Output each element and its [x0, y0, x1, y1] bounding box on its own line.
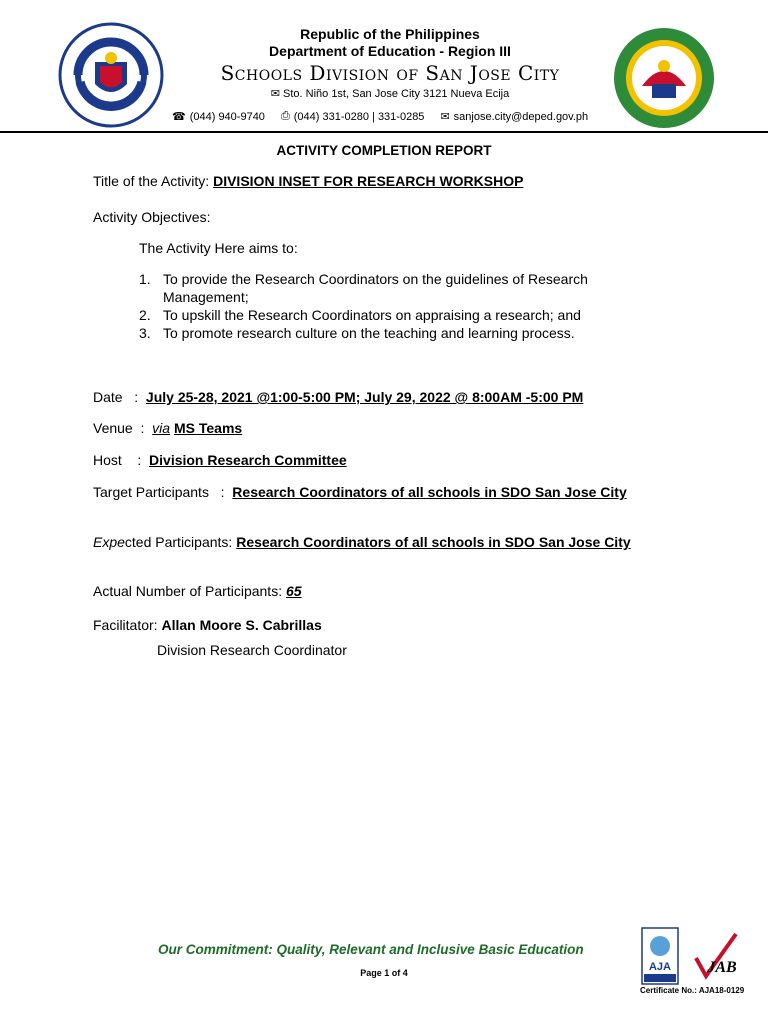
fax-number: (044) 331-0280 | 331-0285	[293, 110, 425, 123]
host-row: Host : Division Research Committee	[93, 452, 347, 468]
actual-row	[93, 582, 302, 600]
phone-contact	[172, 110, 265, 123]
sdo-seal-logo	[612, 26, 716, 130]
email-contact	[440, 110, 588, 123]
objectives-list	[139, 270, 649, 342]
division-name: Schools Division of San Jose City	[220, 61, 560, 85]
contact-line	[172, 110, 612, 123]
venue-value: MS Teams	[173, 420, 243, 436]
expected-label-italic: Expe	[93, 534, 125, 550]
target-label: Target Participants	[93, 484, 209, 500]
list-number: 2.	[139, 307, 151, 323]
phone-number: (044) 940-9740	[189, 110, 265, 123]
host-value: Division Research Committee	[149, 452, 347, 468]
venue-row: Venue : via MS Teams	[93, 420, 243, 436]
address-line	[160, 86, 620, 102]
list-text: To provide the Research Coordinators on the guidelines of Research Management;	[163, 271, 588, 305]
host-label: Host	[93, 452, 122, 468]
page-number: Page 1 of 4	[360, 968, 408, 978]
target-row: Target Participants : Research Coordinators of all schools in SDO San Jose City	[93, 484, 627, 500]
venue-label: Venue	[93, 420, 133, 436]
deped-seal-logo	[58, 22, 164, 128]
list-item	[139, 270, 649, 306]
expected-label: cted Participants:	[124, 534, 233, 550]
activity-title-label: Title of the Activity:	[93, 173, 210, 189]
aims-intro: The Activity Here aims to:	[139, 240, 298, 256]
list-number: 3.	[139, 325, 151, 341]
email-icon: ✉	[440, 111, 450, 123]
facilitator-row	[93, 616, 322, 634]
venue-via: via	[152, 420, 171, 436]
facilitator-role: Division Research Coordinator	[157, 642, 347, 658]
actual-label: Actual Number of Participants:	[93, 583, 283, 599]
activity-title-row	[93, 172, 523, 190]
telephone-icon: ☎	[172, 111, 186, 123]
activity-title-value: DIVISION INSET FOR RESEARCH WORKSHOP	[213, 173, 524, 189]
date-row: Date : July 25-28, 2021 @1:00-5:00 PM; July 29, 2022 @ 8:00AM -5:00 PM	[93, 389, 584, 405]
list-text: To upskill the Research Coordinators on appraising a research; and	[163, 307, 581, 323]
republic-line: Republic of the Philippines	[300, 26, 480, 42]
aja-logo-text: AJA	[648, 961, 672, 973]
list-item	[139, 324, 649, 342]
facilitator-name: Allan Moore S. Cabrillas	[161, 617, 322, 633]
date-label: Date	[93, 389, 123, 405]
list-item	[139, 306, 649, 324]
date-value: July 25-28, 2021 @1:00-5:00 PM; July 29, 2022 @ 8:00AM -5:00 PM	[145, 389, 584, 405]
objectives-label: Activity Objectives:	[93, 209, 211, 225]
list-text: To promote research culture on the teaching and learning process.	[163, 325, 575, 341]
envelope-icon: ✉	[270, 88, 280, 100]
letterhead-text	[160, 26, 620, 102]
target-value: Research Coordinators of all schools in SDO San Jose City	[232, 484, 627, 500]
commitment-statement: Our Commitment: Quality, Relevant and Inclusive Basic Education	[158, 942, 584, 957]
expected-row	[93, 533, 663, 551]
list-number: 1.	[139, 271, 151, 287]
department-line: Department of Education - Region III	[269, 43, 511, 59]
address-text: Sto. Niño 1st, San Jose City 3121 Nueva Ecija	[283, 88, 510, 100]
expected-value: Research Coordinators of all schools in SDO San Jose City	[236, 534, 631, 550]
letterhead	[0, 0, 768, 134]
email-address: sanjose.city@deped.gov.ph	[453, 110, 589, 123]
fax-contact	[281, 110, 425, 123]
report-title: ACTIVITY COMPLETION REPORT	[276, 143, 492, 158]
fax-icon: ⎙	[280, 110, 290, 122]
certificate-number: Certificate No.: AJA18-0129	[640, 986, 745, 995]
header-divider	[0, 131, 768, 133]
actual-value: 65	[285, 583, 302, 599]
jab-logo-text: JAB	[707, 959, 737, 976]
facilitator-label: Facilitator:	[93, 617, 158, 633]
